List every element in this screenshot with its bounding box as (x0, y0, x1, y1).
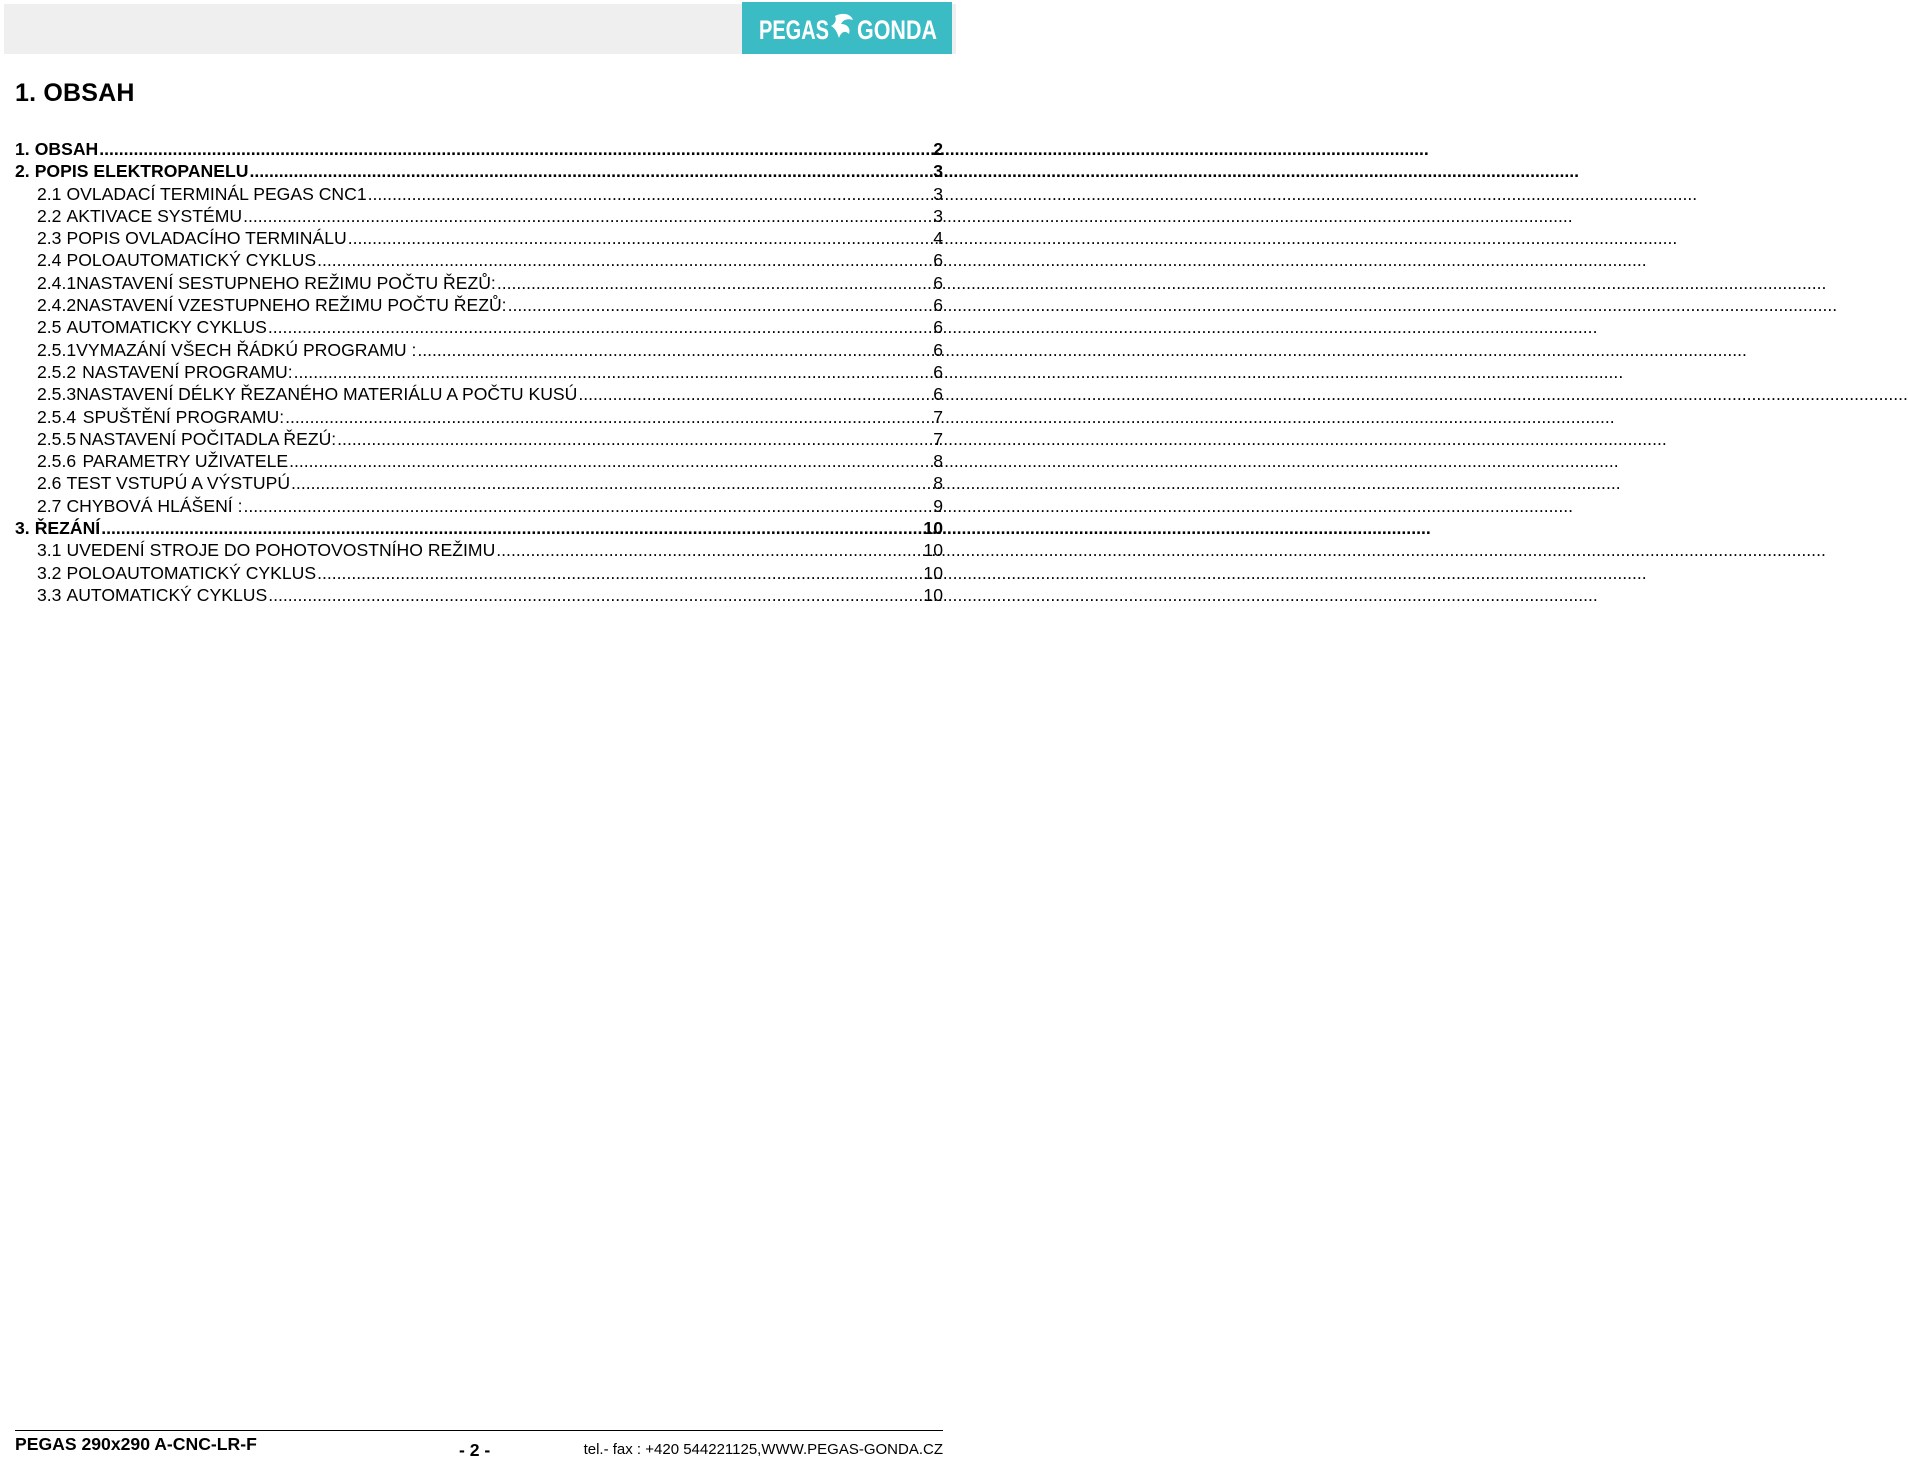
toc-dot-leader (508, 294, 933, 316)
toc-entry-page: 7 (933, 406, 943, 427)
toc-entry[interactable] (15, 249, 943, 271)
toc-entry[interactable] (15, 450, 943, 472)
toc-entry-number: 2.3 (37, 228, 62, 249)
toc-entry[interactable] (15, 138, 943, 160)
footer-contact: tel.- fax : +420 544221125,WWW.PEGAS-GONDA.CZ (583, 1441, 943, 1458)
company-logo (742, 2, 952, 54)
page-title: 1. OBSAH (15, 79, 135, 107)
toc-dot-leader (285, 406, 932, 428)
toc-dot-leader (496, 539, 922, 561)
toc-entry-title: SPUŠTĚNÍ PROGRAMU: (82, 406, 285, 427)
toc-entry-title: TEST VSTUPÚ A VÝSTUPÚ (66, 473, 291, 494)
toc-dot-leader (294, 361, 933, 383)
toc-entry-number: 2.5.5 (37, 428, 77, 449)
pegas-gonda-logo-icon (747, 8, 947, 48)
toc-entry-number: 2.5.3 (37, 384, 77, 405)
toc-dot-leader (578, 383, 932, 405)
toc-entry[interactable] (15, 383, 943, 405)
toc-entry-title: VYMAZÁNÍ VŠECH ŘÁDKÚ PROGRAMU : (76, 339, 417, 360)
toc-entry-page: 10 (923, 540, 943, 561)
svg-text:PEGAS: PEGAS (759, 15, 829, 45)
toc-entry[interactable] (15, 562, 943, 584)
toc-entry-number: 3.3 (37, 584, 62, 605)
toc-entry-title: CHYBOVÁ HLÁŠENÍ : (66, 495, 243, 516)
toc-entry-title: PARAMETRY UŽIVATELE (82, 451, 289, 472)
toc-entry-page: 6 (933, 384, 943, 405)
table-of-contents (15, 138, 943, 606)
toc-entry-title: POPIS ELEKTROPANELU (34, 161, 249, 182)
toc-entry-title: NASTAVENÍ VZESTUPNEHO REŽIMU POČTU ŘEZŮ: (76, 295, 507, 316)
toc-entry-title: POLOAUTOMATICKÝ CYKLUS (66, 250, 317, 271)
toc-dot-leader (368, 183, 933, 205)
toc-entry-page: 9 (933, 495, 943, 516)
toc-entry-title: AKTIVACE SYSTÉMU (66, 205, 243, 226)
toc-entry[interactable] (15, 339, 943, 361)
toc-entry[interactable] (15, 472, 943, 494)
toc-entry-number: 3. (15, 518, 30, 539)
toc-entry-page: 2 (933, 139, 943, 159)
footer-divider (15, 1430, 943, 1431)
toc-entry-page: 6 (933, 361, 943, 382)
toc-entry-page: 8 (933, 451, 943, 472)
toc-entry-page: 6 (933, 339, 943, 360)
toc-entry-number: 2.5.4 (37, 406, 77, 427)
toc-entry-title: UVEDENÍ STROJE DO POHOTOVOSTNÍHO REŽIMU (66, 540, 496, 561)
toc-entry-number: 2. (15, 161, 30, 182)
toc-dot-leader (497, 272, 932, 294)
toc-entry[interactable] (15, 272, 943, 294)
footer-page-number: - 2 - (459, 1440, 491, 1460)
toc-dot-leader (317, 249, 932, 271)
toc-entry[interactable] (15, 406, 943, 428)
toc-entry[interactable] (15, 495, 943, 517)
toc-entry[interactable] (15, 361, 943, 383)
toc-entry[interactable] (15, 428, 943, 450)
toc-entry-page: 3 (933, 161, 943, 182)
toc-entry-number: 2.1 (37, 183, 62, 204)
toc-entry-page: 6 (933, 295, 943, 316)
toc-entry-page: 10 (923, 584, 943, 605)
toc-entry-title: NASTAVENÍ POČITADLA ŘEZÚ: (79, 428, 337, 449)
toc-dot-leader (337, 428, 932, 450)
toc-entry[interactable] (15, 294, 943, 316)
toc-dot-leader (249, 160, 932, 182)
toc-entry-page: 6 (933, 272, 943, 293)
toc-entry-page: 3 (933, 183, 943, 204)
toc-entry-title: POLOAUTOMATICKÝ CYKLUS (66, 562, 317, 583)
toc-dot-leader (243, 205, 932, 227)
toc-entry-title: OBSAH (34, 139, 99, 159)
toc-entry-number: 2.5 (37, 317, 62, 338)
toc-entry-title: POPIS OVLADACÍHO TERMINÁLU (66, 228, 347, 249)
toc-entry-page: 10 (923, 562, 943, 583)
toc-entry-number: 3.1 (37, 540, 62, 561)
toc-entry[interactable] (15, 183, 943, 205)
toc-dot-leader (348, 227, 932, 249)
toc-entry-page: 3 (933, 205, 943, 226)
toc-entry[interactable] (15, 517, 943, 539)
toc-dot-leader (243, 495, 932, 517)
toc-entry-number: 2.5.1 (37, 339, 77, 360)
svg-text:GONDA: GONDA (857, 15, 937, 45)
toc-entry-page: 4 (933, 228, 943, 249)
toc-dot-leader (99, 138, 932, 160)
toc-entry-number: 1. (15, 139, 30, 159)
toc-entry-page: 6 (933, 317, 943, 338)
toc-entry-title: NASTAVENÍ SESTUPNEHO REŽIMU POČTU ŘEZŮ: (76, 272, 496, 293)
toc-entry-number: 2.4 (37, 250, 62, 271)
toc-entry-title: NASTAVENÍ PROGRAMU: (82, 361, 293, 382)
toc-dot-leader (289, 450, 932, 472)
toc-dot-leader (417, 339, 932, 361)
toc-entry-page: 6 (933, 250, 943, 271)
toc-entry[interactable] (15, 227, 943, 249)
toc-entry-number: 3.2 (37, 562, 62, 583)
toc-entry-number: 2.7 (37, 495, 62, 516)
toc-entry-number: 2.5.2 (37, 361, 77, 382)
toc-dot-leader (317, 562, 922, 584)
toc-entry-number: 2.4.1 (37, 272, 77, 293)
toc-entry-title: AUTOMATICKY CYKLUS (66, 317, 267, 338)
toc-entry-title: OVLADACÍ TERMINÁL PEGAS CNC1 (66, 183, 367, 204)
toc-entry-page: 10 (923, 518, 943, 539)
page-footer (15, 1434, 943, 1458)
toc-entry[interactable] (15, 539, 943, 561)
toc-entry-title: AUTOMATICKÝ CYKLUS (66, 584, 268, 605)
toc-entry[interactable] (15, 316, 943, 338)
toc-dot-leader (268, 316, 932, 338)
toc-entry-page: 7 (933, 428, 943, 449)
toc-dot-leader (101, 517, 922, 539)
toc-entry-number: 2.2 (37, 205, 62, 226)
toc-entry[interactable] (15, 160, 943, 182)
toc-entry-title: NASTAVENÍ DÉLKY ŘEZANÉHO MATERIÁLU A POČTU KUSÚ (76, 384, 578, 405)
toc-entry-number: 2.4.2 (37, 295, 77, 316)
toc-entry-page: 8 (933, 473, 943, 494)
footer-model: PEGAS 290x290 A-CNC-LR-F (15, 1434, 257, 1454)
toc-entry[interactable] (15, 205, 943, 227)
toc-dot-leader (268, 584, 922, 606)
toc-entry-number: 2.5.6 (37, 451, 77, 472)
toc-entry-number: 2.6 (37, 473, 62, 494)
toc-entry[interactable] (15, 584, 943, 606)
toc-entry-title: ŘEZÁNÍ (34, 518, 101, 539)
toc-dot-leader (291, 472, 932, 494)
